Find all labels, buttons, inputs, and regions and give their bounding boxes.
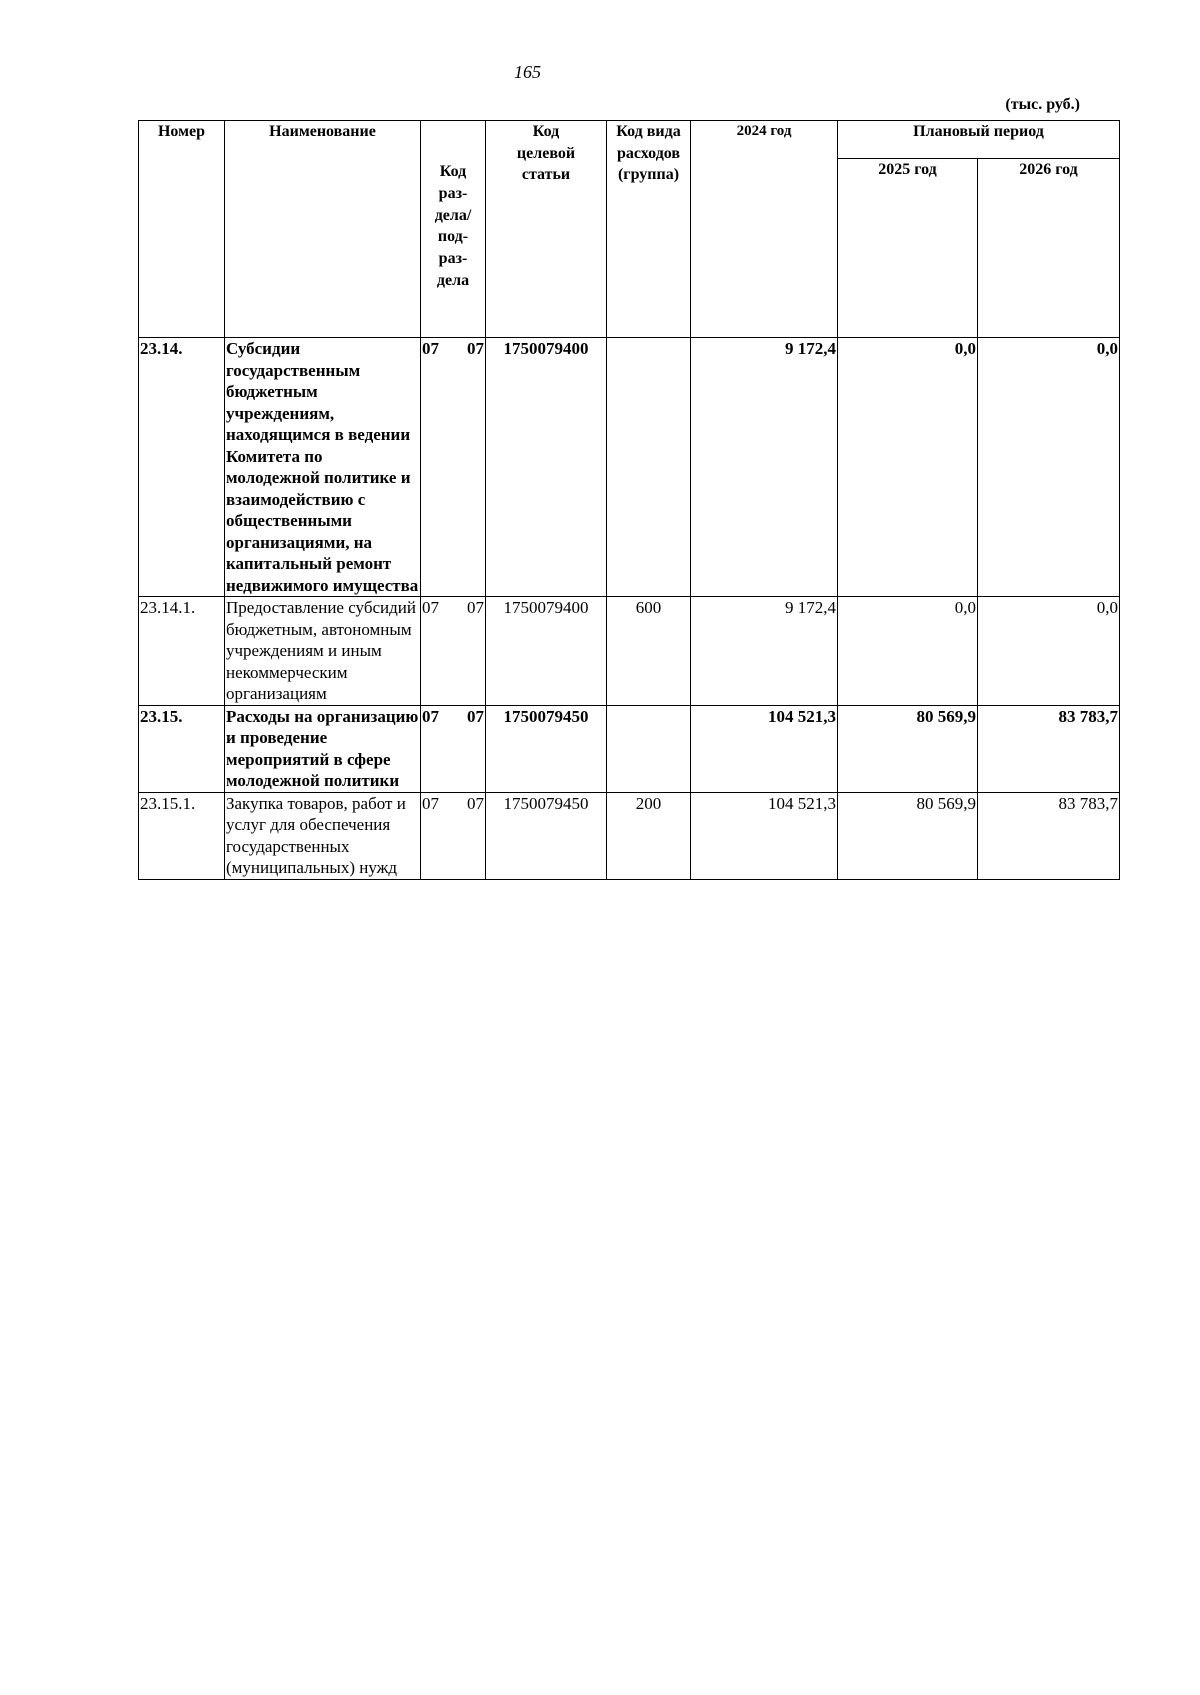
header-2024: 2024 год xyxy=(691,121,838,338)
row-section xyxy=(421,792,486,879)
units-label: (тыс. руб.) xyxy=(1005,96,1080,113)
row-target: 1750079400 xyxy=(486,597,607,706)
row-section xyxy=(421,338,486,597)
row-2024: 9 172,4 xyxy=(691,597,838,706)
row-2026: 0,0 xyxy=(978,597,1120,706)
row-target: 1750079450 xyxy=(486,792,607,879)
header-section xyxy=(421,121,486,338)
row-section-b: 07 xyxy=(467,793,484,813)
row-2025: 80 569,9 xyxy=(838,705,978,792)
table-row xyxy=(139,792,1120,879)
row-2026: 83 783,7 xyxy=(978,792,1120,879)
row-2025: 0,0 xyxy=(838,597,978,706)
row-2026: 83 783,7 xyxy=(978,705,1120,792)
row-section-a: 07 xyxy=(422,706,439,726)
row-section-b: 07 xyxy=(467,598,484,617)
row-number: 23.15. xyxy=(139,705,225,792)
page-number: 165 xyxy=(514,62,541,82)
row-target: 1750079400 xyxy=(486,338,607,597)
table-row xyxy=(139,597,1120,706)
header-section-text: Код раз- дела/ под- раз- дела xyxy=(434,163,472,289)
header-expense-type xyxy=(607,121,691,338)
row-section xyxy=(421,705,486,792)
table-row xyxy=(139,705,1120,792)
row-number: 23.14.1. xyxy=(139,597,225,706)
row-section-a: 07 xyxy=(422,598,439,617)
header-2026: 2026 год xyxy=(978,159,1120,338)
row-name: Расходы на организацию и проведение мероприятий в сфере молодежной политики xyxy=(225,705,421,792)
row-name: Предоставление субсидий бюджетным, автономным учреждениям и иным некоммерческим организациям xyxy=(225,597,421,706)
row-2025: 0,0 xyxy=(838,338,978,597)
header-target xyxy=(486,121,607,338)
header-number: Номер xyxy=(139,121,225,338)
header-name: Наименование xyxy=(225,121,421,338)
budget-table xyxy=(138,120,1120,880)
row-name: Закупка товаров, работ и услуг для обеспечения государственных (муниципальных) нужд xyxy=(225,792,421,879)
row-number: 23.15.1. xyxy=(139,792,225,879)
row-section-a: 07 xyxy=(422,339,439,358)
row-2026: 0,0 xyxy=(978,338,1120,597)
header-target-text: Код целевой статьи xyxy=(516,123,576,183)
row-section-b: 07 xyxy=(467,339,484,358)
row-target: 1750079450 xyxy=(486,705,607,792)
row-expense-type: 600 xyxy=(607,597,691,706)
header-2025: 2025 год xyxy=(838,159,978,338)
row-expense-type xyxy=(607,338,691,597)
row-2024: 104 521,3 xyxy=(691,705,838,792)
row-expense-type: 200 xyxy=(607,792,691,879)
header-planned-period: Плановый период xyxy=(838,121,1120,159)
row-2024: 104 521,3 xyxy=(691,792,838,879)
header-expense-type-text: Код вида расходов (группа) xyxy=(616,123,681,183)
row-section-a: 07 xyxy=(422,793,439,813)
row-2024: 9 172,4 xyxy=(691,338,838,597)
row-expense-type xyxy=(607,705,691,792)
row-number: 23.14. xyxy=(139,338,225,597)
row-section xyxy=(421,597,486,706)
row-name: Субсидии государственным бюджетным учреждениям, находящимся в ведении Комитета по молодежной политике и взаимодействию с общественными организациями, на капитальный ремонт недвижимого имущества xyxy=(225,338,421,597)
row-section-b: 07 xyxy=(467,706,484,726)
table-row xyxy=(139,338,1120,597)
row-2025: 80 569,9 xyxy=(838,792,978,879)
